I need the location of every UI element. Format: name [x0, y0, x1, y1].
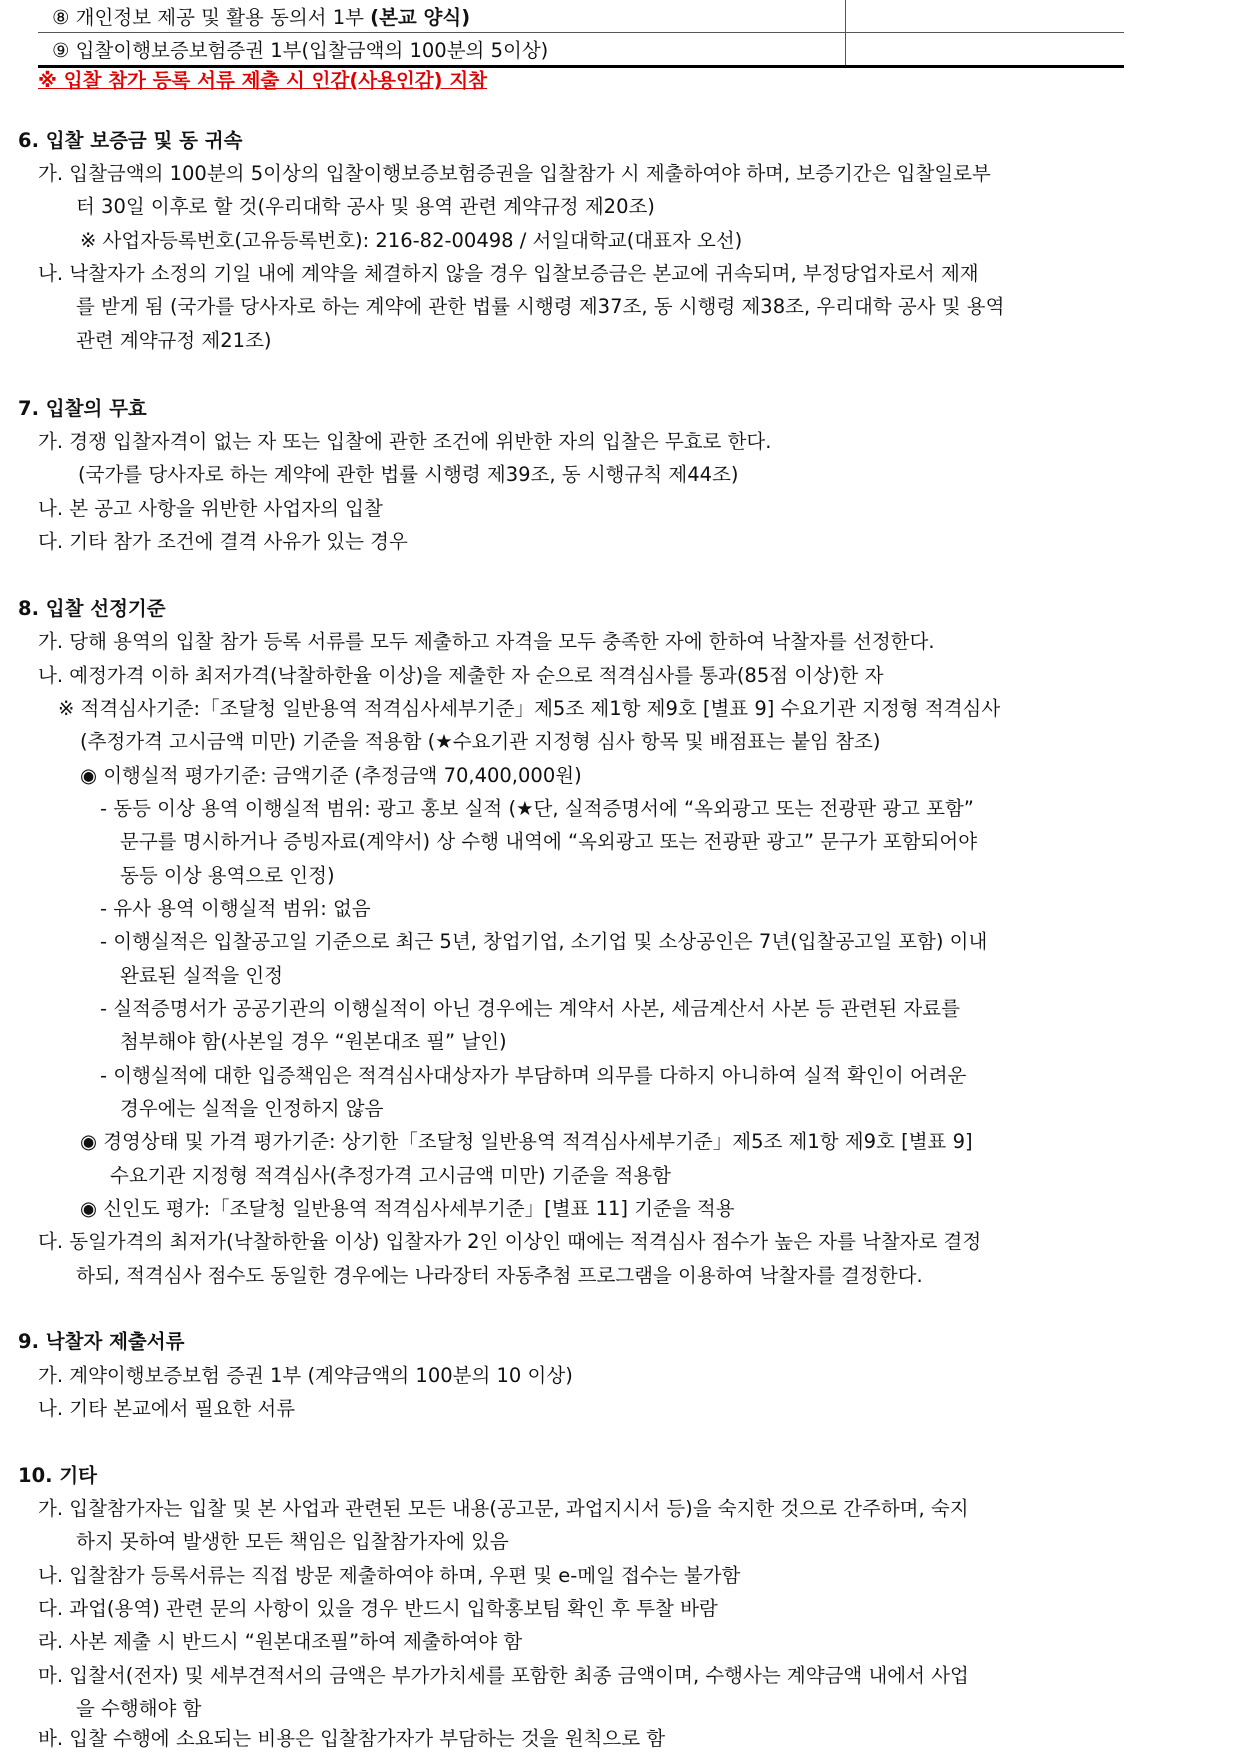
submission-documents-table: [38, 0, 1124, 68]
section-10-heading: 10. 기타: [18, 1464, 98, 1487]
credibility-criteria: ◉ 신인도 평가:「조달청 일반용역 적격심사세부기준」[별표 11] 기준을 적용: [80, 1197, 735, 1220]
table-row: [38, 0, 1124, 33]
section-10-item-na: 나. 입찰참가 등록서류는 직접 방문 제출하여야 하며, 우편 및 e-메일 접수는 불가함: [38, 1564, 741, 1587]
section-6-item-na: 나. 낙찰자가 소정의 기일 내에 계약을 체결하지 않을 경우 입찰보증금은 본교에 귀속되며, 부정당업자로서 제재: [38, 262, 979, 285]
section-6-item-ga: 가. 입찰금액의 100분의 5이상의 입찰이행보증보험증권을 입찰참가 시 제출하여야 하며, 보증기간은 입찰일로부: [38, 162, 991, 185]
performance-detail: - 실적증명서가 공공기관의 이행실적이 아닌 경우에는 계약서 사본, 세금계산서 사본 등 관련된 자료를: [100, 997, 960, 1020]
table-cell: [38, 0, 846, 33]
section-9-item-ga: 가. 계약이행보증보험 증권 1부 (계약금액의 100분의 10 이상): [38, 1364, 573, 1387]
section-8-heading: 8. 입찰 선정기준: [18, 597, 166, 620]
section-10-item-ba: 바. 입찰 수행에 소요되는 비용은 입찰참가자가 부담하는 것을 원칙으로 함: [38, 1727, 666, 1750]
row-bold-text: (본교 양식): [370, 6, 471, 29]
section-7-item-na: 나. 본 공고 사항을 위반한 사업자의 입찰: [38, 497, 383, 520]
section-9-heading: 9. 낙찰자 제출서류: [18, 1330, 185, 1353]
section-8-item-na: 나. 예정가격 이하 최저가격(낙찰하한율 이상)을 제출한 자 순으로 적격심사를 통과(85점 이상)한 자: [38, 664, 884, 687]
section-8-item-da-cont: 하되, 적격심사 점수도 동일한 경우에는 나라장터 자동추첨 프로그램을 이용하여 낙찰자를 결정한다.: [76, 1264, 923, 1287]
section-10-item-ma: 마. 입찰서(전자) 및 세부견적서의 금액은 부가가치세를 포함한 최종 금액이며, 수행사는 계약금액 내에서 사업: [38, 1664, 969, 1687]
row-text: ⑧ 개인정보 제공 및 활용 동의서 1부: [52, 6, 371, 29]
performance-detail-cont: 문구를 명시하거나 증빙자료(계약서) 상 수행 내역에 “옥외광고 또는 전광판 광고” 문구가 포함되어야: [120, 830, 978, 853]
section-6-item-ga-cont: 터 30일 이후로 할 것(우리대학 공사 및 용역 관련 계약규정 제20조): [76, 195, 655, 218]
performance-detail: - 유사 용역 이행실적 범위: 없음: [100, 897, 371, 920]
section-8-item-da: 다. 동일가격의 최저가(낙찰하한율 이상) 입찰자가 2인 이상인 때에는 적격심사 점수가 높은 자를 낙찰자로 결정: [38, 1230, 982, 1253]
section-10-item-da: 다. 과업(용역) 관련 문의 사항이 있을 경우 반드시 입학홍보팀 확인 후 투찰 바람: [38, 1597, 718, 1620]
performance-criteria: ◉ 이행실적 평가기준: 금액기준 (추정금액 70,400,000원): [80, 764, 582, 787]
section-8-note: ※ 적격심사기준:「조달청 일반용역 적격심사세부기준」제5조 제1항 제9호 [별표 9] 수요기관 지정형 적격심사: [58, 697, 1001, 720]
performance-detail-cont: 완료된 실적을 인정: [120, 964, 284, 987]
management-criteria-cont: 수요기관 지정형 적격심사(추정가격 고시금액 미만) 기준을 적용함: [110, 1164, 672, 1187]
performance-detail-cont: 경우에는 실적을 인정하지 않음: [120, 1097, 384, 1120]
performance-detail-cont: 동등 이상 용역으로 인정): [120, 864, 335, 887]
section-9-item-na: 나. 기타 본교에서 필요한 서류: [38, 1397, 296, 1420]
performance-detail: - 동등 이상 용역 이행실적 범위: 광고 홍보 실적 (★단, 실적증명서에 “옥외광고 또는 전광판 광고 포함”: [100, 797, 974, 820]
section-8-item-ga: 가. 당해 용역의 입찰 참가 등록 서류를 모두 제출하고 자격을 모두 충족한 자에 한하여 낙찰자를 선정한다.: [38, 630, 935, 653]
table-cell-empty: [846, 33, 1125, 67]
section-7-heading: 7. 입찰의 무효: [18, 397, 147, 420]
seal-notice: ※ 입찰 참가 등록 서류 제출 시 인감(사용인감) 지참: [38, 69, 487, 92]
performance-detail-cont: 첨부해야 함(사본일 경우 “원본대조 필” 날인): [120, 1030, 507, 1053]
section-7-item-da: 다. 기타 참가 조건에 결격 사유가 있는 경우: [38, 530, 408, 553]
section-6-item-na-cont: 를 받게 됨 (국가를 당사자로 하는 계약에 관한 법률 시행령 제37조, 동 시행령 제38조, 우리대학 공사 및 용역: [76, 295, 1005, 318]
management-criteria: ◉ 경영상태 및 가격 평가기준: 상기한「조달청 일반용역 적격심사세부기준」제5조 제1항 제9호 [별표 9]: [80, 1130, 973, 1153]
section-7-item-ga-cont: (국가를 당사자로 하는 계약에 관한 법률 시행령 제39조, 동 시행규칙 제44조): [78, 463, 739, 486]
table-row: [38, 33, 1124, 67]
section-7-item-ga: 가. 경쟁 입찰자격이 없는 자 또는 입찰에 관한 조건에 위반한 자의 입찰은 무효로 한다.: [38, 430, 772, 453]
row-text: ⑨ 입찰이행보증보험증권 1부(입찰금액의 100분의 5이상): [52, 39, 549, 62]
section-6-heading: 6. 입찰 보증금 및 동 귀속: [18, 129, 243, 152]
section-6-item-na-cont: 관련 계약규정 제21조): [76, 329, 272, 352]
section-10-item-ma-cont: 을 수행해야 함: [76, 1697, 202, 1720]
section-6-note: ※ 사업자등록번호(고유등록번호): 216-82-00498 / 서일대학교(대표자 오선): [80, 229, 743, 252]
table-cell: [38, 33, 846, 67]
section-10-item-ga: 가. 입찰참가자는 입찰 및 본 사업과 관련된 모든 내용(공고문, 과업지시서 등)을 숙지한 것으로 간주하며, 숙지: [38, 1497, 969, 1520]
section-8-note-cont: (추정가격 고시금액 미만) 기준을 적용함 (★수요기관 지정형 심사 항목 및 배점표는 붙임 참조): [80, 730, 881, 753]
performance-detail: - 이행실적에 대한 입증책임은 적격심사대상자가 부담하며 의무를 다하지 아니하여 실적 확인이 어려운: [100, 1064, 967, 1087]
performance-detail: - 이행실적은 입찰공고일 기준으로 최근 5년, 창업기업, 소기업 및 소상공인은 7년(입찰공고일 포함) 이내: [100, 930, 988, 953]
table-cell-empty: [846, 0, 1125, 33]
section-10-item-ra: 라. 사본 제출 시 반드시 “원본대조필”하여 제출하여야 함: [38, 1630, 523, 1653]
section-10-item-ga-cont: 하지 못하여 발생한 모든 책임은 입찰참가자에 있음: [76, 1530, 509, 1553]
